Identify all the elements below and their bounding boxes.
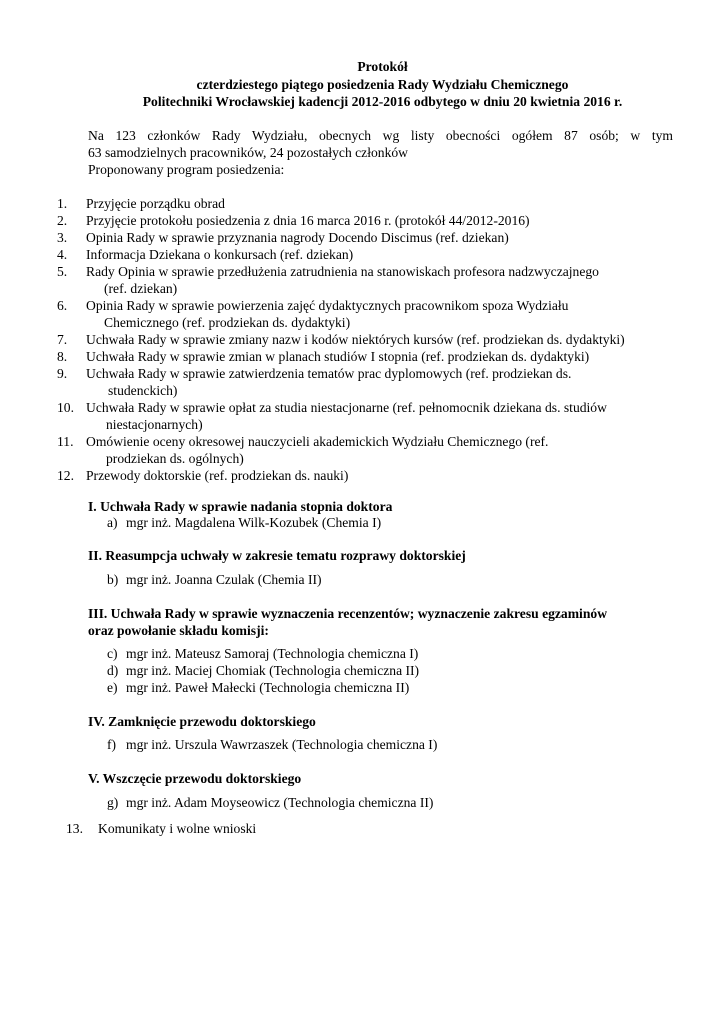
agenda-item-continuation: studenckich) [108, 383, 178, 398]
section-3-item [107, 662, 419, 679]
agenda-item [57, 297, 687, 331]
item-text: mgr inż. Maciej Chomiak (Technologia chemiczna II) [126, 663, 420, 678]
intro-line-2: 63 samodzielnych pracowników, 24 pozostałych członków [88, 145, 408, 160]
agenda-item-number: 9. [57, 366, 68, 381]
agenda-item-number: 4. [57, 247, 68, 262]
item-text: mgr inż. Urszula Wawrzaszek (Technologia chemiczna I) [126, 737, 438, 752]
agenda-item-number: 1. [57, 196, 68, 211]
item-letter: d) [107, 663, 119, 678]
agenda-item-text: Uchwała Rady w sprawie zmiany nazw i kodów niektórych kursów (ref. prodziekan ds. dydaktyki) [86, 332, 625, 347]
item-text: mgr inż. Adam Moyseowicz (Technologia chemiczna II) [126, 795, 434, 810]
agenda-item-final [66, 820, 256, 837]
intro-paragraph [88, 127, 673, 178]
section-3-item [107, 645, 418, 662]
agenda-item-continuation: prodziekan ds. ogólnych) [106, 451, 244, 466]
agenda-item [57, 195, 687, 212]
header-title: Protokół [357, 59, 408, 74]
item-letter: g) [107, 795, 119, 810]
agenda-item-number: 7. [57, 332, 68, 347]
section-1-item [107, 514, 381, 531]
header-meeting-info: Politechniki Wrocławskiej kadencji 2012-2016 odbytego w dniu 20 kwietnia 2016 r. [142, 94, 623, 109]
item-letter: b) [107, 572, 119, 587]
agenda-item-number: 3. [57, 230, 68, 245]
agenda-item-text: Przyjęcie protokołu posiedzenia z dnia 16 marca 2016 r. (protokół 44/2012-2016) [86, 213, 530, 228]
agenda-item [57, 246, 687, 263]
agenda-item-text: Przewody doktorskie (ref. prodziekan ds. nauki) [86, 468, 349, 483]
agenda-item-text: Uchwała Rady w sprawie opłat za studia niestacjonarne (ref. pełnomocnik dziekana ds. studiów [86, 400, 607, 415]
section-heading-1: I. Uchwała Rady w sprawie nadania stopnia doktora [88, 499, 393, 514]
item-letter: c) [107, 646, 118, 661]
item-text: mgr inż. Joanna Czulak (Chemia II) [126, 572, 322, 587]
agenda-item-text: Omówienie oceny okresowej nauczycieli akademickich Wydziału Chemicznego (ref. [86, 434, 549, 449]
section-5-item [107, 794, 433, 811]
agenda-item-continuation: niestacjonarnych) [106, 417, 203, 432]
section-4-item [107, 736, 437, 753]
agenda-item-text: Opinia Rady w sprawie przyznania nagrody Docendo Discimus (ref. dziekan) [86, 230, 509, 245]
agenda-item [57, 433, 687, 467]
agenda-item [57, 399, 687, 433]
agenda-item [57, 348, 687, 365]
agenda-item-number: 8. [57, 349, 68, 364]
section-2-item [107, 571, 322, 588]
section-heading-2: II. Reasumpcja uchwały w zakresie tematu rozprawy doktorskiej [88, 548, 466, 563]
item-text: mgr inż. Mateusz Samoraj (Technologia chemiczna I) [126, 646, 419, 661]
agenda-item-number: 11. [57, 434, 74, 449]
agenda-item [57, 263, 687, 297]
agenda-item-text: Rady Opinia w sprawie przedłużenia zatrudnienia na stanowiskach profesora nadzwyczajnego [86, 264, 599, 279]
agenda-item-number: 6. [57, 298, 68, 313]
agenda-item-text: Uchwała Rady w sprawie zmian w planach studiów I stopnia (ref. prodziekan ds. dydaktyki) [86, 349, 590, 364]
section-heading-5: V. Wszczęcie przewodu doktorskiego [88, 771, 302, 786]
agenda-item-number: 12. [57, 468, 74, 483]
item-letter: e) [107, 680, 118, 695]
intro-line-3: Proponowany program posiedzenia: [88, 162, 285, 177]
agenda-item [57, 467, 687, 484]
agenda-item-text: Uchwała Rady w sprawie zatwierdzenia tematów prac dyplomowych (ref. prodziekan ds. [86, 366, 572, 381]
agenda-item [57, 365, 687, 399]
agenda-item [57, 229, 687, 246]
document-header [60, 58, 705, 111]
agenda-item-continuation: Chemicznego (ref. prodziekan ds. dydaktyki) [104, 315, 351, 330]
agenda-item-text: Przyjęcie porządku obrad [86, 196, 225, 211]
agenda-item-number: 13. [66, 821, 83, 836]
section-3-item [107, 679, 409, 696]
item-letter: f) [107, 737, 117, 752]
agenda-item-number: 10. [57, 400, 74, 415]
header-subtitle: czterdziestego piątego posiedzenia Rady Wydziału Chemicznego [196, 76, 569, 92]
intro-line-1: Na 123 członków Rady Wydziału, obecnych wg listy obecności ogółem 87 osób; w tym [88, 128, 673, 143]
agenda-item [57, 331, 687, 348]
agenda-list [57, 195, 687, 484]
agenda-item-continuation: (ref. dziekan) [104, 281, 178, 296]
agenda-item-number: 5. [57, 264, 68, 279]
agenda-item-text: Opinia Rady w sprawie powierzenia zajęć dydaktycznych pracownikom spoza Wydziału [86, 298, 569, 313]
agenda-item [57, 212, 687, 229]
agenda-item-text: Komunikaty i wolne wnioski [98, 821, 257, 836]
section-heading-3-cont: oraz powołanie składu komisji: [88, 623, 269, 638]
agenda-item-number: 2. [57, 213, 68, 228]
item-letter: a) [107, 515, 118, 530]
agenda-item-text: Informacja Dziekana o konkursach (ref. dziekan) [86, 247, 354, 262]
item-text: mgr inż. Paweł Małecki (Technologia chemiczna II) [126, 680, 410, 695]
item-text: mgr inż. Magdalena Wilk-Kozubek (Chemia I) [126, 515, 382, 530]
section-heading-3: III. Uchwała Rady w sprawie wyznaczenia recenzentów; wyznaczenie zakresu egzaminów [88, 606, 608, 621]
section-heading-4: IV. Zamknięcie przewodu doktorskiego [88, 714, 316, 729]
